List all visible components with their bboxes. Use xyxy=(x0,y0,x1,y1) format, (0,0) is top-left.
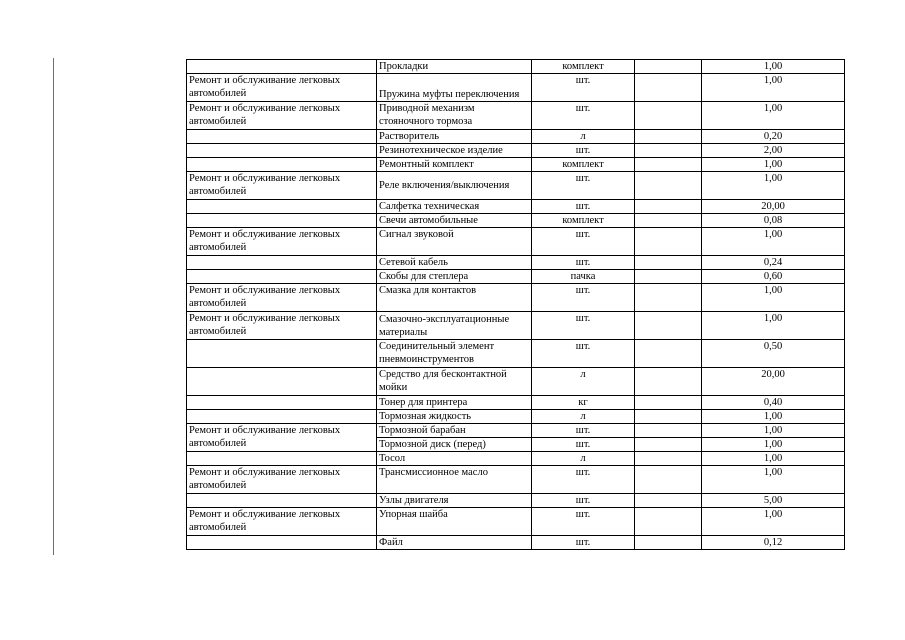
unit-cell: шт. xyxy=(532,144,635,158)
department-cell: Ремонт и обслуживание легковых автомобилей xyxy=(187,172,377,200)
quantity-cell: 1,00 xyxy=(702,508,845,536)
item-name-cell: Прокладки xyxy=(377,60,532,74)
empty-cell xyxy=(635,228,702,256)
empty-cell xyxy=(635,508,702,536)
quantity-cell: 0,24 xyxy=(702,256,845,270)
unit-cell: шт. xyxy=(532,256,635,270)
empty-cell xyxy=(635,130,702,144)
item-name-cell: Упорная шайба xyxy=(377,508,532,536)
department-cell xyxy=(187,396,377,410)
table-row xyxy=(187,74,845,102)
empty-cell xyxy=(635,368,702,396)
quantity-cell: 0,08 xyxy=(702,214,845,228)
unit-cell: шт. xyxy=(532,424,635,438)
item-name-cell: Сигнал звуковой xyxy=(377,228,532,256)
department-cell xyxy=(187,270,377,284)
table-row xyxy=(187,452,845,466)
department-cell xyxy=(187,60,377,74)
quantity-cell: 0,20 xyxy=(702,130,845,144)
item-name-cell: Растворитель xyxy=(377,130,532,144)
unit-cell: комплект xyxy=(532,60,635,74)
unit-cell: комплект xyxy=(532,158,635,172)
item-name-cell: Смазка для контактов xyxy=(377,284,532,312)
department-cell xyxy=(187,340,377,368)
quantity-cell: 1,00 xyxy=(702,102,845,130)
unit-cell: пачка xyxy=(532,270,635,284)
empty-cell xyxy=(635,396,702,410)
empty-cell xyxy=(635,158,702,172)
table-row xyxy=(187,494,845,508)
table-row xyxy=(187,424,845,438)
table-row xyxy=(187,214,845,228)
department-cell xyxy=(187,494,377,508)
table-row xyxy=(187,130,845,144)
department-cell: Ремонт и обслуживание легковых автомобилей xyxy=(187,312,377,340)
quantity-cell: 1,00 xyxy=(702,466,845,494)
table-row xyxy=(187,172,845,200)
unit-cell: шт. xyxy=(532,172,635,200)
unit-cell: кг xyxy=(532,396,635,410)
unit-cell: л xyxy=(532,368,635,396)
unit-cell: шт. xyxy=(532,102,635,130)
unit-cell: шт. xyxy=(532,284,635,312)
unit-cell: л xyxy=(532,410,635,424)
item-name-cell: Реле включения/выключения xyxy=(377,172,532,200)
quantity-cell: 20,00 xyxy=(702,200,845,214)
item-name-cell: Узлы двигателя xyxy=(377,494,532,508)
table-row xyxy=(187,200,845,214)
table-row xyxy=(187,396,845,410)
table-row xyxy=(187,102,845,130)
department-cell xyxy=(187,536,377,550)
department-cell xyxy=(187,158,377,172)
unit-cell: шт. xyxy=(532,340,635,368)
quantity-cell: 0,50 xyxy=(702,340,845,368)
empty-cell xyxy=(635,214,702,228)
department-cell xyxy=(187,130,377,144)
empty-cell xyxy=(635,312,702,340)
department-cell: Ремонт и обслуживание легковых автомобилей xyxy=(187,74,377,102)
table-row xyxy=(187,508,845,536)
materials-table-body xyxy=(187,60,845,550)
department-cell: Ремонт и обслуживание легковых автомобилей xyxy=(187,228,377,256)
table-row xyxy=(187,228,845,256)
department-cell xyxy=(187,256,377,270)
empty-cell xyxy=(635,60,702,74)
quantity-cell: 0,40 xyxy=(702,396,845,410)
table-row xyxy=(187,410,845,424)
quantity-cell: 1,00 xyxy=(702,74,845,102)
item-name-cell: Тормозная жидкость xyxy=(377,410,532,424)
quantity-cell: 1,00 xyxy=(702,172,845,200)
item-name-cell: Трансмиссионное масло xyxy=(377,466,532,494)
empty-cell xyxy=(635,172,702,200)
unit-cell: шт. xyxy=(532,466,635,494)
item-name-cell: Средство для бесконтактной мойки xyxy=(377,368,532,396)
quantity-cell: 1,00 xyxy=(702,284,845,312)
item-name-cell: Салфетка техническая xyxy=(377,200,532,214)
quantity-cell: 1,00 xyxy=(702,424,845,438)
empty-cell xyxy=(635,256,702,270)
quantity-cell: 0,12 xyxy=(702,536,845,550)
item-name-cell: Сетевой кабель xyxy=(377,256,532,270)
unit-cell: л xyxy=(532,130,635,144)
table-row xyxy=(187,60,845,74)
quantity-cell: 1,00 xyxy=(702,158,845,172)
unit-cell: шт. xyxy=(532,536,635,550)
item-name-cell: Приводной механизм стояночного тормоза xyxy=(377,102,532,130)
table-row xyxy=(187,368,845,396)
department-cell xyxy=(187,410,377,424)
department-cell: Ремонт и обслуживание легковых автомобилей xyxy=(187,284,377,312)
item-name-cell: Свечи автомобильные xyxy=(377,214,532,228)
quantity-cell: 2,00 xyxy=(702,144,845,158)
empty-cell xyxy=(635,340,702,368)
item-name-cell: Соединительный элемент пневмоинструментов xyxy=(377,340,532,368)
item-name-cell: Тосол xyxy=(377,452,532,466)
item-name-cell: Файл xyxy=(377,536,532,550)
empty-cell xyxy=(635,452,702,466)
empty-cell xyxy=(635,466,702,494)
table-row xyxy=(187,466,845,494)
table-row xyxy=(187,312,845,340)
unit-cell: шт. xyxy=(532,438,635,452)
quantity-cell: 1,00 xyxy=(702,452,845,466)
quantity-cell: 1,00 xyxy=(702,228,845,256)
empty-cell xyxy=(635,284,702,312)
item-name-cell: Резинотехническое изделие xyxy=(377,144,532,158)
item-name-cell: Тормозной барабан xyxy=(377,424,532,438)
table-row xyxy=(187,144,845,158)
department-cell: Ремонт и обслуживание легковых автомобилей xyxy=(187,466,377,494)
quantity-cell: 0,60 xyxy=(702,270,845,284)
department-cell xyxy=(187,200,377,214)
page-margin-line xyxy=(53,58,54,555)
materials-table xyxy=(186,59,845,550)
unit-cell: шт. xyxy=(532,74,635,102)
unit-cell: л xyxy=(532,452,635,466)
empty-cell xyxy=(635,74,702,102)
quantity-cell: 5,00 xyxy=(702,494,845,508)
empty-cell xyxy=(635,270,702,284)
department-cell: Ремонт и обслуживание легковых автомобилей xyxy=(187,424,377,452)
department-cell xyxy=(187,214,377,228)
department-cell: Ремонт и обслуживание легковых автомобилей xyxy=(187,508,377,536)
table-row xyxy=(187,270,845,284)
department-cell: Ремонт и обслуживание легковых автомобилей xyxy=(187,102,377,130)
table-row xyxy=(187,256,845,270)
unit-cell: шт. xyxy=(532,508,635,536)
unit-cell: комплект xyxy=(532,214,635,228)
quantity-cell: 1,00 xyxy=(702,438,845,452)
item-name-cell: Ремонтный комплект xyxy=(377,158,532,172)
table-row xyxy=(187,284,845,312)
empty-cell xyxy=(635,410,702,424)
empty-cell xyxy=(635,536,702,550)
quantity-cell: 1,00 xyxy=(702,410,845,424)
item-name-cell: Смазочно-эксплуатационные материалы xyxy=(377,312,532,340)
empty-cell xyxy=(635,424,702,438)
item-name-cell: Скобы для степлера xyxy=(377,270,532,284)
table-row xyxy=(187,536,845,550)
quantity-cell: 20,00 xyxy=(702,368,845,396)
quantity-cell: 1,00 xyxy=(702,312,845,340)
department-cell xyxy=(187,452,377,466)
department-cell xyxy=(187,368,377,396)
empty-cell xyxy=(635,200,702,214)
empty-cell xyxy=(635,144,702,158)
empty-cell xyxy=(635,102,702,130)
unit-cell: шт. xyxy=(532,312,635,340)
empty-cell xyxy=(635,438,702,452)
item-name-cell: Пружина муфты переключения xyxy=(377,74,532,102)
table-row xyxy=(187,340,845,368)
item-name-cell: Тормозной диск (перед) xyxy=(377,438,532,452)
empty-cell xyxy=(635,494,702,508)
table-row xyxy=(187,158,845,172)
department-cell xyxy=(187,144,377,158)
quantity-cell: 1,00 xyxy=(702,60,845,74)
item-name-cell: Тонер для принтера xyxy=(377,396,532,410)
unit-cell: шт. xyxy=(532,228,635,256)
unit-cell: шт. xyxy=(532,200,635,214)
unit-cell: шт. xyxy=(532,494,635,508)
